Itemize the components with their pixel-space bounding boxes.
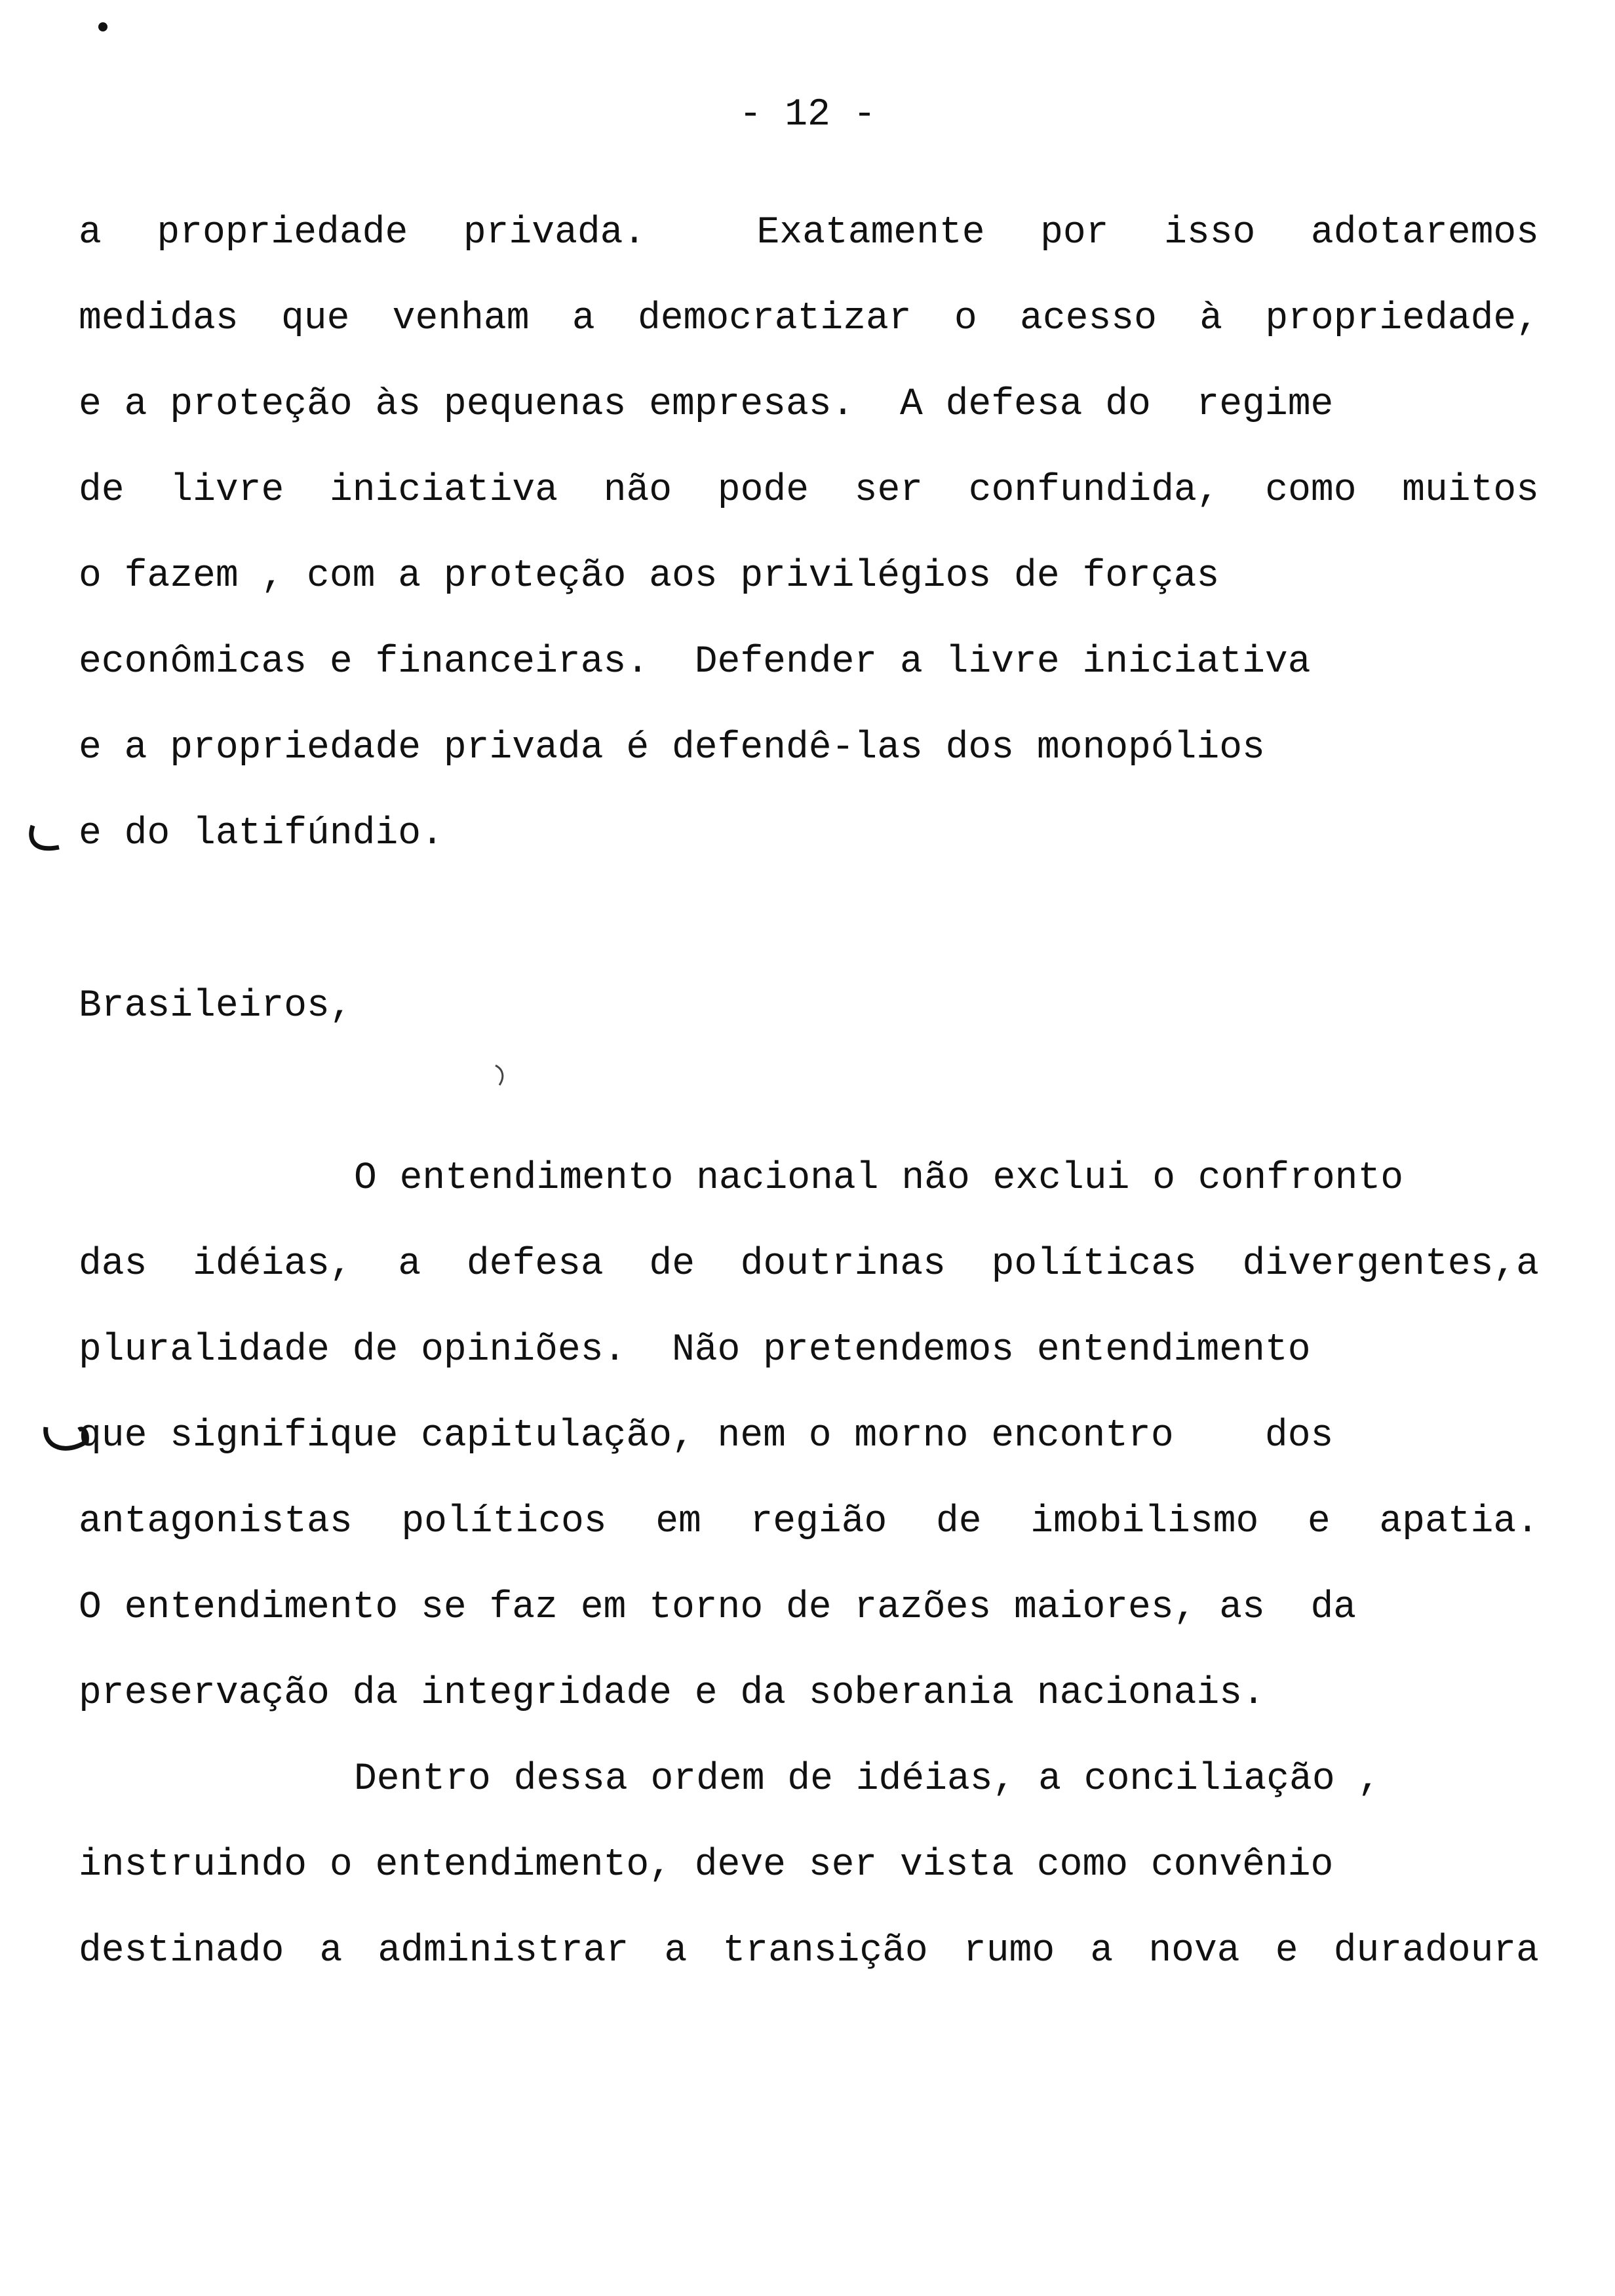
salutation: Brasileiros, [79,985,353,1027]
margin-hand-mark-1 [26,822,66,862]
text-line: preservação da integridade e da soberania nacionais. [79,1672,1265,1715]
text-line: Dentro dessa ordem de idéias, a conciliação , [354,1758,1381,1801]
text-line: das idéias, a defesa de doutrinas políticas divergentes,a [79,1243,1539,1286]
text-line: e do latifúndio. [79,813,444,855]
text-line: instruindo o entendimento, deve ser vista como convênio [79,1844,1334,1886]
text-line: econômicas e financeiras. Defender a livre iniciativa [79,641,1311,683]
text-line: que signifique capitulação, nem o morno encontro dos [79,1415,1334,1457]
text-line: e a proteção às pequenas empresas. A defesa do regime [79,383,1334,426]
page-number: - 12 - [739,94,876,136]
text-line: O entendimento se faz em torno de razões maiores, as da [79,1586,1357,1629]
text-line: de livre iniciativa não pode ser confundida, como muitos [79,469,1539,512]
text-line: O entendimento nacional não exclui o confronto [354,1157,1404,1200]
text-line: o fazem , com a proteção aos privilégios de forças [79,555,1220,598]
text-line: a propriedade privada. Exatamente por isso adotaremos [79,212,1539,254]
scan-speck [98,22,107,31]
text-line: pluralidade de opiniões. Não pretendemos entendimento [79,1329,1311,1371]
text-line: antagonistas políticos em região de imobilismo e apatia. [79,1501,1539,1543]
text-line: medidas que venham a democratizar o acesso à propriedade, [79,297,1539,340]
text-line: destinado a administrar a transição rumo a nova e duradoura [79,1930,1539,1972]
pencil-stroke [492,1063,511,1089]
text-line: e a propriedade privada é defendê-las dos monopólios [79,727,1265,769]
